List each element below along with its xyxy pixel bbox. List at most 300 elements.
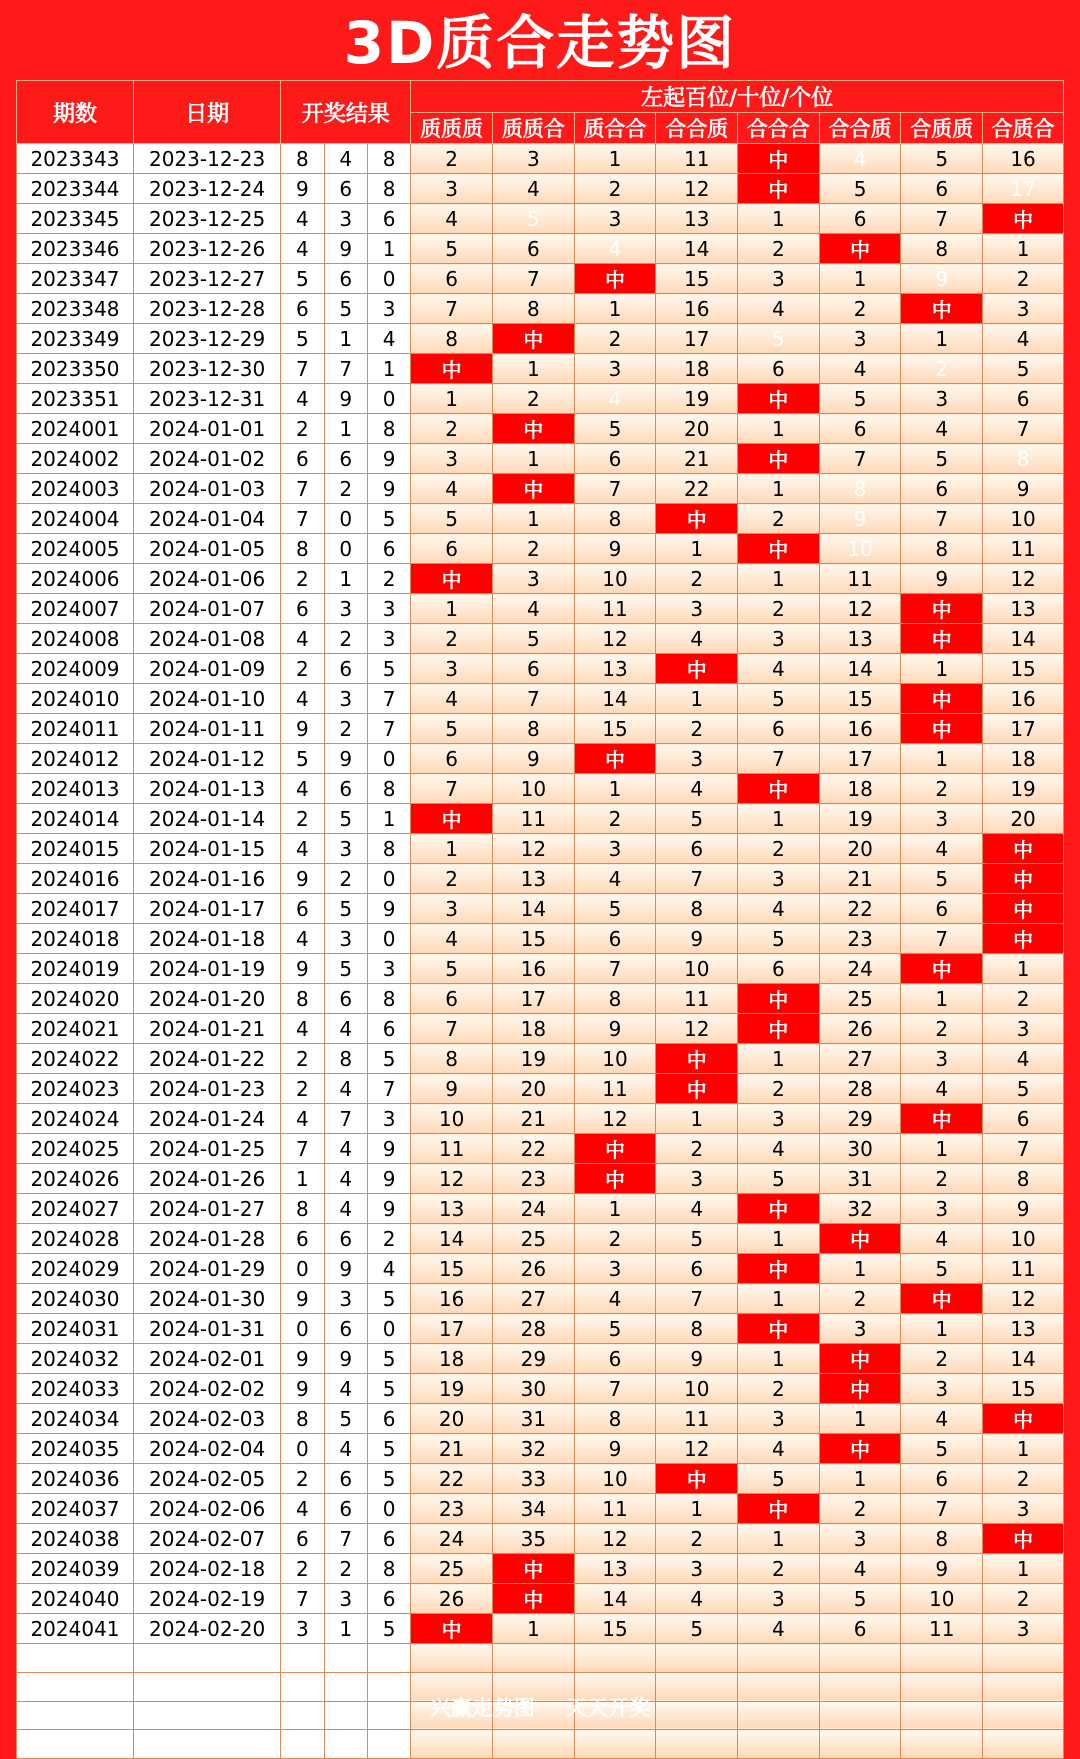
trend-cell: 5 [574,1314,656,1344]
trend-cell: 3 [738,864,820,894]
trend-cell: 4 [411,924,493,954]
digit-cell: 4 [281,234,324,264]
trend-cell: 19 [493,1044,575,1074]
trend-cell: 1 [983,234,1064,264]
trend-cell: 17 [983,714,1064,744]
table-header [17,81,1064,144]
digit-cell: 3 [367,594,410,624]
trend-cell: 22 [656,474,738,504]
date-cell: 2024-01-06 [133,564,280,594]
trend-cell: 4 [738,1434,820,1464]
digit-cell: 9 [367,1194,410,1224]
digit-cell: 7 [367,714,410,744]
trend-cell: 21 [656,444,738,474]
trend-cell: 13 [493,864,575,894]
trend-cell: 2 [574,174,656,204]
hit-marker: 中 [656,654,738,684]
trend-cell: 9 [901,1554,983,1584]
table-row [17,1164,1064,1194]
issue-cell: 2024001 [17,414,134,444]
trend-cell: 6 [656,834,738,864]
trend-cell: 6 [493,234,575,264]
trend-cell: 1 [738,1044,820,1074]
trend-cell: 3 [819,1524,901,1554]
trend-cell [574,1644,656,1673]
trend-cell: 8 [411,1044,493,1074]
table-row [17,864,1064,894]
date-cell: 2024-01-01 [133,414,280,444]
digit-cell: 5 [324,894,367,924]
date-cell: 2024-02-06 [133,1494,280,1524]
trend-cell: 1 [901,744,983,774]
issue-cell: 2023346 [17,234,134,264]
hit-marker: 中 [738,444,820,474]
trend-cell: 4 [574,864,656,894]
digit-cell: 5 [367,1284,410,1314]
trend-cell: 1 [983,1434,1064,1464]
digit-cell: 6 [367,204,410,234]
digit-cell: 0 [367,1314,410,1344]
digit-cell: 7 [281,504,324,534]
trend-cell: 2 [738,1374,820,1404]
trend-cell: 3 [738,264,820,294]
trend-cell: 17 [493,984,575,1014]
issue-cell: 2024008 [17,624,134,654]
trend-cell: 3 [819,1314,901,1344]
trend-cell [411,1644,493,1673]
trend-cell: 3 [983,294,1064,324]
trend-cell: 1 [738,1344,820,1374]
digit-cell: 5 [281,324,324,354]
trend-cell: 32 [493,1434,575,1464]
digit-cell: 7 [281,474,324,504]
date-cell [133,1644,280,1673]
trend-cell: 14 [983,1344,1064,1374]
digit-cell: 7 [281,1134,324,1164]
trend-cell: 26 [819,1014,901,1044]
trend-cell: 3 [411,894,493,924]
digit-cell: 6 [367,1524,410,1554]
digit-cell: 5 [367,504,410,534]
digit-cell: 8 [367,1554,410,1584]
table-row [17,564,1064,594]
digit-cell: 9 [281,714,324,744]
digit-cell: 2 [324,624,367,654]
trend-cell: 14 [819,654,901,684]
trend-cell: 2 [819,1494,901,1524]
trend-cell: 4 [983,1044,1064,1074]
trend-cell: 3 [901,1374,983,1404]
trend-cell: 23 [493,1164,575,1194]
issue-cell [17,1644,134,1673]
digit-cell: 9 [324,234,367,264]
digit-cell: 9 [367,894,410,924]
trend-cell: 6 [738,354,820,384]
table-row [17,174,1064,204]
hit-marker: 中 [656,1464,738,1494]
trend-cell: 4 [901,1224,983,1254]
digit-cell: 4 [324,1194,367,1224]
trend-cell: 10 [656,954,738,984]
trend-cell: 5 [411,504,493,534]
date-cell: 2024-02-20 [133,1614,280,1644]
trend-cell: 15 [411,1254,493,1284]
trend-cell: 7 [901,204,983,234]
trend-cell: 29 [493,1344,575,1374]
trend-cell: 6 [411,534,493,564]
digit-cell: 0 [367,864,410,894]
digit-cell: 8 [367,984,410,1014]
issue-cell: 2024026 [17,1164,134,1194]
trend-cell: 4 [574,384,656,414]
trend-cell: 3 [738,1104,820,1134]
trend-cell: 10 [983,504,1064,534]
hit-marker: 中 [983,1404,1064,1434]
table-row [17,324,1064,354]
issue-cell: 2023344 [17,174,134,204]
header-issue: 期数 [17,81,134,144]
page-title: 3D质合走势图 [343,9,737,77]
trend-cell: 2 [819,1284,901,1314]
trend-cell: 12 [411,1164,493,1194]
issue-cell: 2024014 [17,804,134,834]
table-row [17,684,1064,714]
trend-cell: 5 [819,1584,901,1614]
digit-cell: 4 [324,144,367,174]
digit-cell: 1 [324,564,367,594]
table-row [17,984,1064,1014]
date-cell: 2024-01-18 [133,924,280,954]
table-row [17,414,1064,444]
digit-cell: 4 [324,1434,367,1464]
trend-cell: 2 [493,384,575,414]
header-pattern: 质合合 [574,113,656,144]
trend-cell: 6 [819,204,901,234]
trend-cell: 5 [656,1614,738,1644]
digit-cell: 2 [281,414,324,444]
issue-cell: 2023348 [17,294,134,324]
trend-table-container [16,80,1064,1692]
date-cell: 2024-01-22 [133,1044,280,1074]
trend-cell: 7 [574,954,656,984]
hit-marker: 中 [656,1074,738,1104]
trend-cell: 8 [656,894,738,924]
table-row [17,594,1064,624]
trend-cell: 7 [983,1134,1064,1164]
digit-cell: 8 [367,774,410,804]
trend-cell: 11 [574,1074,656,1104]
digit-cell: 3 [367,294,410,324]
hit-marker: 中 [493,414,575,444]
digit-cell: 9 [281,864,324,894]
footer-brand: 兴赢走势图 [429,1696,535,1720]
trend-cell [656,1730,738,1759]
digit-cell: 3 [324,684,367,714]
hit-marker: 中 [738,1014,820,1044]
trend-cell: 13 [656,204,738,234]
issue-cell: 2024016 [17,864,134,894]
trend-cell: 1 [819,1464,901,1494]
issue-cell: 2024005 [17,534,134,564]
table-row [17,444,1064,474]
trend-cell: 2 [819,294,901,324]
date-cell: 2024-01-05 [133,534,280,564]
trend-cell: 5 [574,414,656,444]
date-cell: 2024-01-07 [133,594,280,624]
table-row [17,1614,1064,1644]
issue-cell: 2024039 [17,1554,134,1584]
trend-cell: 7 [901,504,983,534]
trend-cell: 6 [983,1104,1064,1134]
trend-cell: 7 [493,684,575,714]
trend-cell [819,1644,901,1673]
trend-cell: 6 [901,1464,983,1494]
date-cell: 2024-01-09 [133,654,280,684]
trend-cell: 8 [493,294,575,324]
trend-cell: 19 [819,804,901,834]
digit-cell: 7 [324,1104,367,1134]
digit-cell: 5 [367,1374,410,1404]
trend-cell: 1 [901,654,983,684]
trend-cell: 11 [983,1254,1064,1284]
hit-marker: 中 [901,684,983,714]
date-cell: 2024-02-03 [133,1404,280,1434]
digit-cell: 6 [281,294,324,324]
trend-cell: 19 [656,384,738,414]
trend-cell: 15 [656,264,738,294]
trend-cell: 24 [493,1194,575,1224]
trend-cell: 4 [738,894,820,924]
trend-cell: 9 [983,1194,1064,1224]
hit-marker: 中 [738,1194,820,1224]
trend-cell: 5 [574,894,656,924]
trend-cell: 10 [493,774,575,804]
digit-cell: 9 [324,1344,367,1374]
hit-marker: 中 [738,984,820,1014]
issue-cell: 2024035 [17,1434,134,1464]
trend-cell: 20 [493,1074,575,1104]
trend-cell: 19 [411,1374,493,1404]
trend-cell: 17 [819,744,901,774]
trend-cell: 14 [983,624,1064,654]
trend-cell: 3 [411,174,493,204]
digit-cell: 8 [367,414,410,444]
issue-cell: 2024028 [17,1224,134,1254]
trend-cell: 12 [574,1524,656,1554]
hit-marker: 中 [983,834,1064,864]
trend-cell: 9 [983,474,1064,504]
issue-cell [17,1730,134,1759]
digit-cell: 6 [281,1524,324,1554]
table-row [17,624,1064,654]
trend-cell: 27 [493,1284,575,1314]
digit-cell: 1 [281,1164,324,1194]
trend-cell: 7 [656,864,738,894]
date-cell: 2023-12-31 [133,384,280,414]
trend-cell: 3 [493,144,575,174]
digit-cell: 3 [367,624,410,654]
table-row [17,774,1064,804]
trend-cell: 6 [411,984,493,1014]
digit-cell: 3 [324,1584,367,1614]
trend-cell: 9 [574,1014,656,1044]
hit-marker: 中 [983,864,1064,894]
digit-cell: 0 [324,534,367,564]
issue-cell: 2024041 [17,1614,134,1644]
trend-cell: 24 [819,954,901,984]
trend-cell: 4 [738,654,820,684]
date-cell: 2024-02-02 [133,1374,280,1404]
table-row [17,1194,1064,1224]
trend-cell: 7 [983,414,1064,444]
digit-cell: 3 [367,1104,410,1134]
date-cell: 2024-01-17 [133,894,280,924]
trend-cell: 28 [819,1074,901,1104]
trend-cell: 31 [819,1164,901,1194]
date-cell: 2024-02-19 [133,1584,280,1614]
digit-cell: 8 [281,534,324,564]
trend-cell: 1 [738,1524,820,1554]
trend-cell: 12 [656,1014,738,1044]
date-cell: 2024-01-16 [133,864,280,894]
table-row [17,714,1064,744]
trend-cell: 3 [411,654,493,684]
trend-cell: 4 [656,624,738,654]
issue-cell: 2024037 [17,1494,134,1524]
date-cell: 2024-01-19 [133,954,280,984]
hit-marker: 中 [493,324,575,354]
trend-cell: 6 [656,1254,738,1284]
trend-cell: 3 [656,594,738,624]
trend-cell: 4 [819,354,901,384]
trend-cell: 3 [574,354,656,384]
trend-cell: 20 [656,414,738,444]
trend-cell: 2 [411,864,493,894]
hit-marker: 中 [656,1044,738,1074]
trend-cell: 2 [901,354,983,384]
date-cell: 2024-01-21 [133,1014,280,1044]
trend-cell: 4 [656,1584,738,1614]
trend-cell: 8 [819,474,901,504]
trend-cell: 8 [983,444,1064,474]
trend-cell: 12 [983,1284,1064,1314]
trend-cell: 2 [656,714,738,744]
trend-cell: 4 [738,1614,820,1644]
digit-cell [367,1730,410,1759]
table-row [17,744,1064,774]
digit-cell: 4 [367,324,410,354]
trend-cell: 29 [819,1104,901,1134]
digit-cell: 0 [281,1434,324,1464]
trend-cell: 12 [493,834,575,864]
digit-cell: 4 [324,1374,367,1404]
trend-cell [819,1730,901,1759]
trend-cell: 18 [493,1014,575,1044]
trend-cell: 2 [983,984,1064,1014]
digit-cell: 5 [367,1344,410,1374]
hit-marker: 中 [574,1134,656,1164]
trend-cell: 14 [574,684,656,714]
trend-cell: 3 [901,384,983,414]
digit-cell: 4 [281,1494,324,1524]
trend-cell: 3 [656,1554,738,1584]
digit-cell: 4 [281,834,324,864]
trend-cell: 6 [901,474,983,504]
trend-cell: 11 [901,1614,983,1644]
trend-cell: 12 [656,1434,738,1464]
digit-cell: 0 [281,1254,324,1284]
trend-cell: 1 [738,414,820,444]
hit-marker: 中 [656,504,738,534]
digit-cell: 5 [367,1044,410,1074]
table-row [17,204,1064,234]
trend-cell: 1 [819,1404,901,1434]
trend-table [16,80,1064,1759]
date-cell: 2023-12-23 [133,144,280,174]
date-cell: 2024-01-11 [133,714,280,744]
trend-cell: 6 [411,264,493,294]
digit-cell: 8 [281,1404,324,1434]
hit-marker: 中 [493,1554,575,1584]
trend-cell: 8 [411,324,493,354]
digit-cell: 8 [281,144,324,174]
digit-cell: 2 [367,564,410,594]
trend-cell: 5 [901,864,983,894]
date-cell: 2024-02-04 [133,1434,280,1464]
hit-marker: 中 [819,234,901,264]
digit-cell: 8 [281,1194,324,1224]
table-row [17,1014,1064,1044]
digit-cell: 3 [324,924,367,954]
hit-marker: 中 [738,1494,820,1524]
trend-cell: 21 [411,1434,493,1464]
date-cell: 2024-01-20 [133,984,280,1014]
trend-cell: 20 [983,804,1064,834]
trend-cell: 1 [493,354,575,384]
trend-cell: 8 [574,984,656,1014]
digit-cell: 3 [281,1614,324,1644]
trend-cell: 10 [819,534,901,564]
issue-cell: 2024007 [17,594,134,624]
header-pattern: 合合质 [656,113,738,144]
trend-cell [901,1644,983,1673]
trend-cell: 4 [738,1134,820,1164]
trend-cell: 2 [901,774,983,804]
trend-cell: 11 [574,1494,656,1524]
digit-cell: 1 [367,354,410,384]
trend-cell: 5 [901,1434,983,1464]
date-cell: 2024-01-08 [133,624,280,654]
trend-cell: 4 [901,1404,983,1434]
trend-cell: 26 [493,1254,575,1284]
trend-cell: 3 [574,1254,656,1284]
trend-cell: 3 [656,1164,738,1194]
trend-cell [493,1644,575,1673]
trend-cell: 25 [493,1224,575,1254]
trend-cell: 7 [411,774,493,804]
trend-cell: 12 [983,564,1064,594]
issue-cell: 2024010 [17,684,134,714]
trend-cell: 1 [901,1314,983,1344]
trend-cell: 5 [819,384,901,414]
trend-cell: 1 [493,1614,575,1644]
issue-cell: 2023343 [17,144,134,174]
trend-cell: 3 [983,1014,1064,1044]
trend-cell: 1 [411,594,493,624]
date-cell: 2024-02-07 [133,1524,280,1554]
trend-cell: 2 [738,1554,820,1584]
issue-cell: 2024015 [17,834,134,864]
